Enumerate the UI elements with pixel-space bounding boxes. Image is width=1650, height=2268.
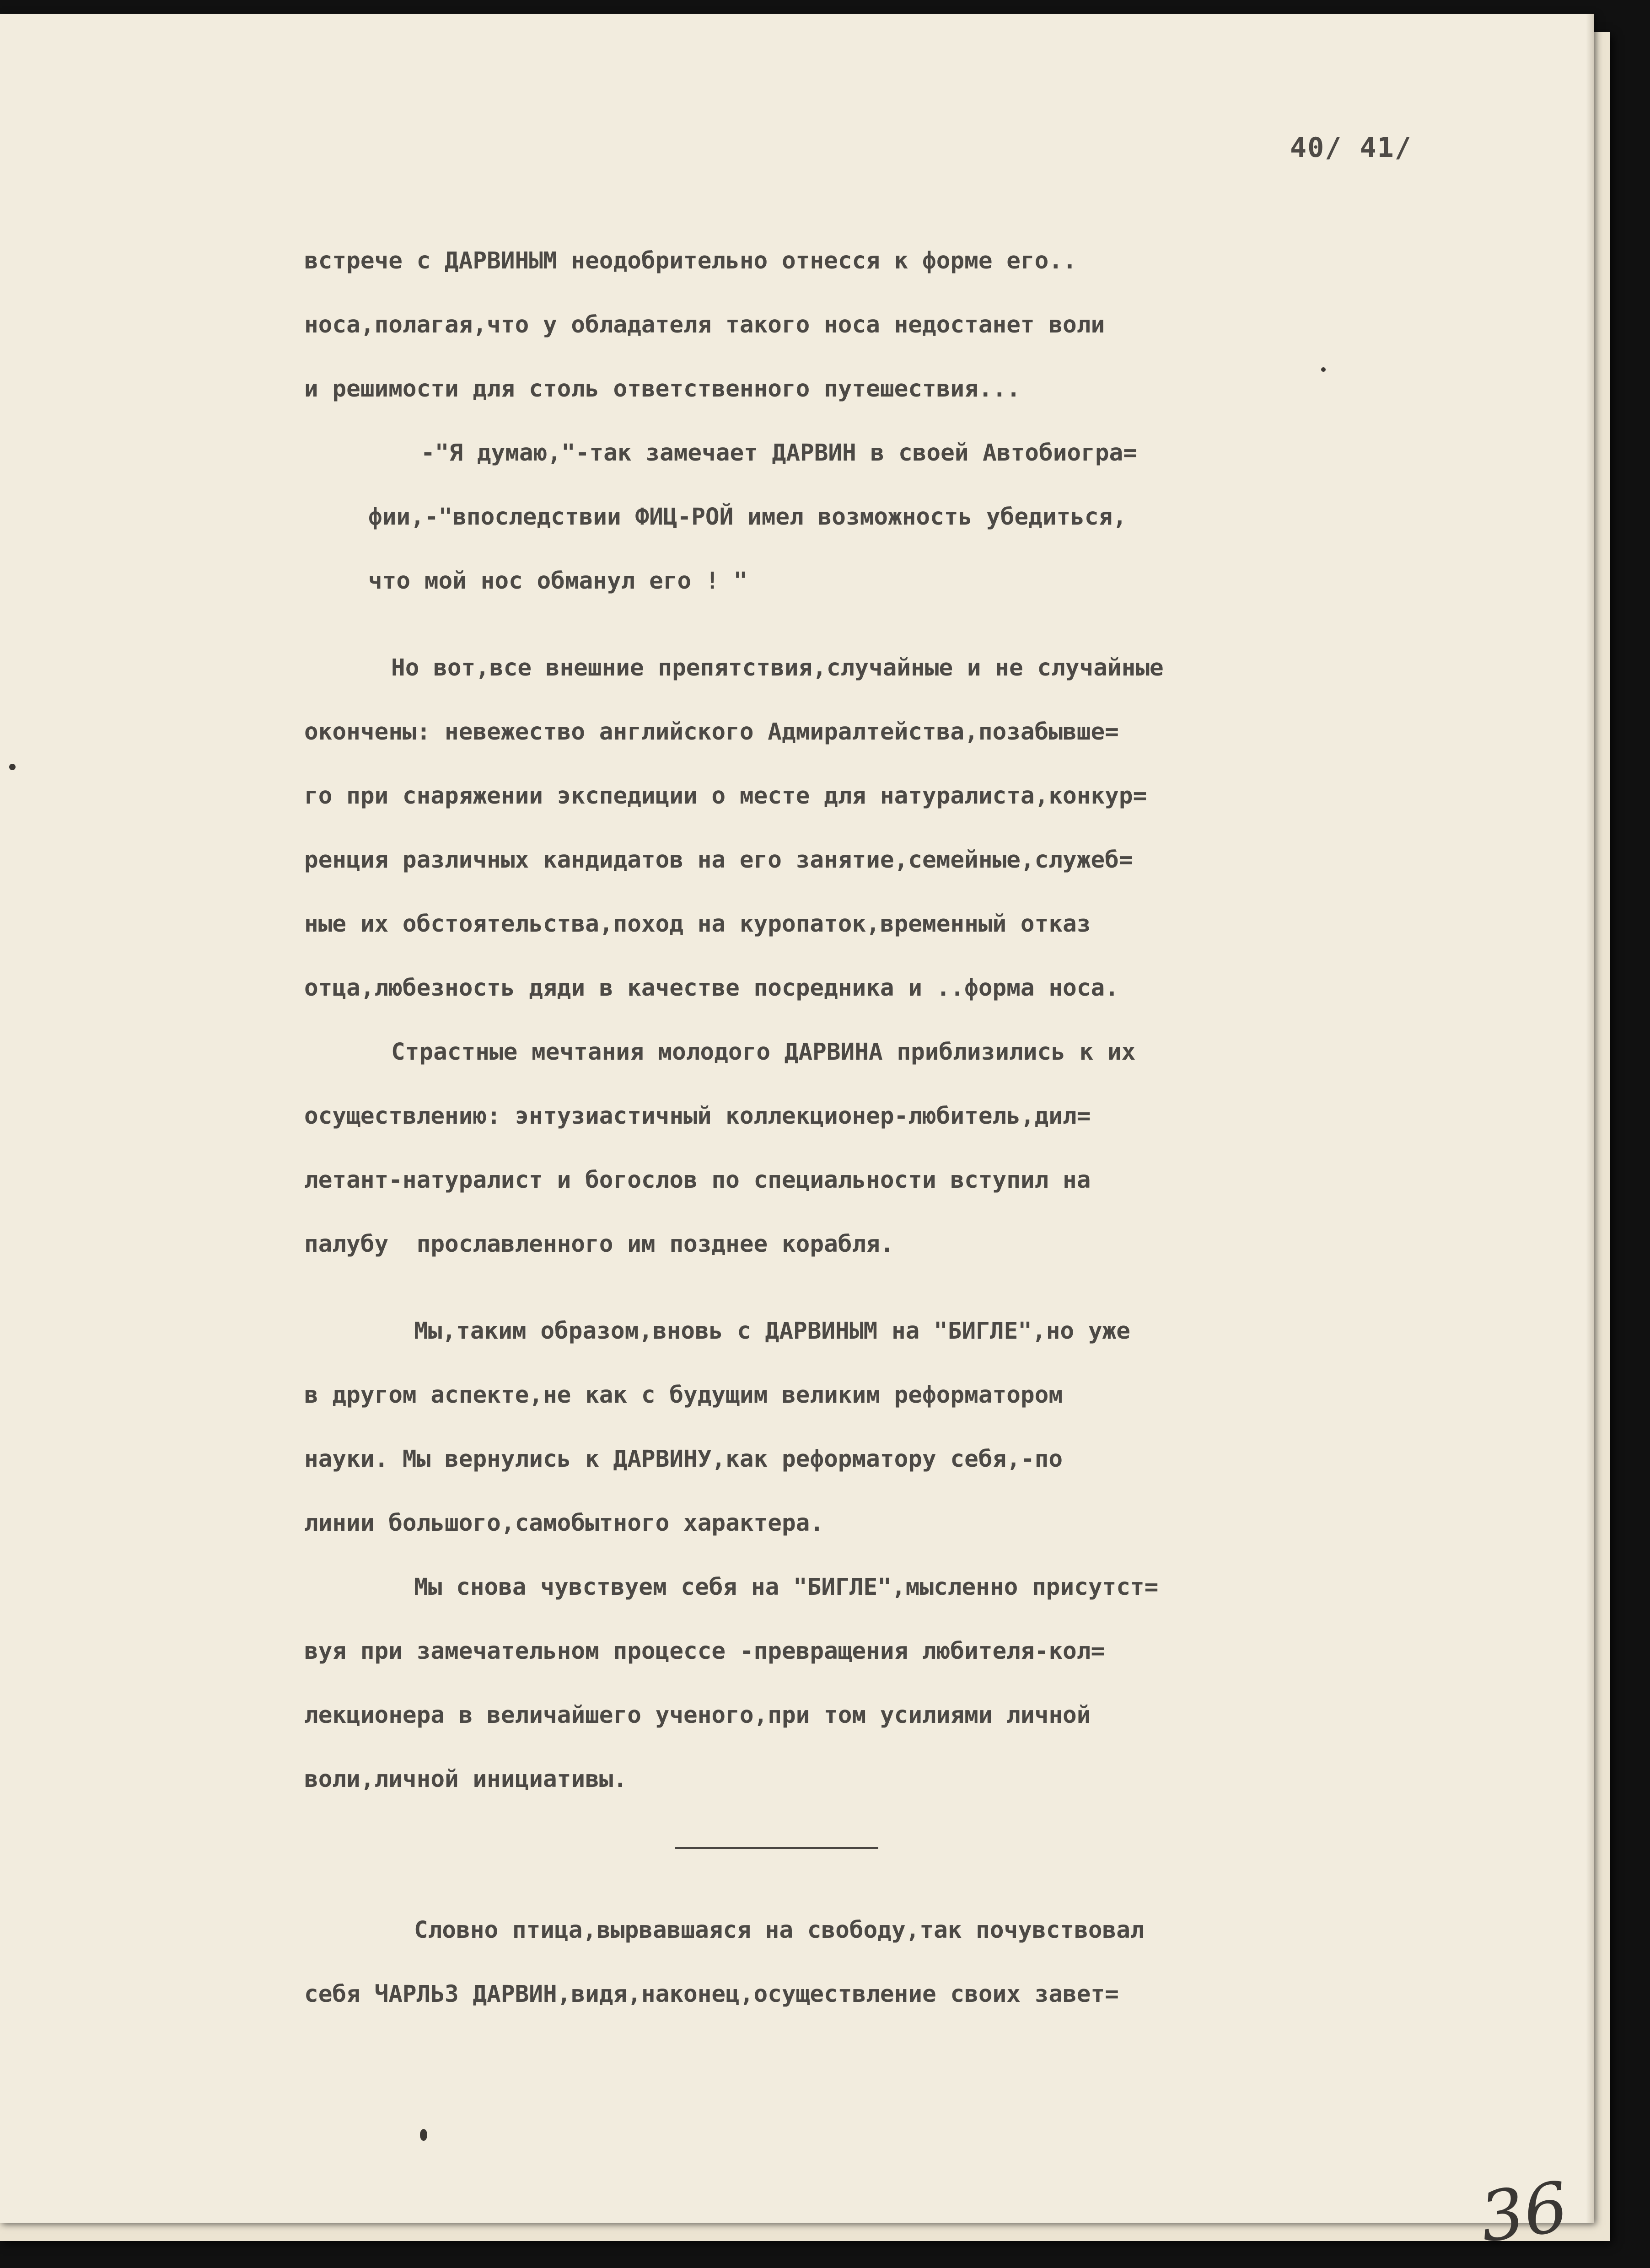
text-line: Мы снова чувствуем себя на "БИГЛЕ",мысленно присутст= <box>414 1574 1159 1601</box>
ink-mark <box>1321 367 1326 372</box>
text-line: Страстные мечтания молодого ДАРВИНА приблизились к их <box>391 1039 1136 1066</box>
text-line: встрече с ДАРВИНЫМ неодобрительно отнесся к форме его.. <box>304 247 1077 274</box>
handwritten-folio-number: 36 <box>1475 2167 1573 2258</box>
text-line: ренция различных кандидатов на его занятие,семейные,служеб= <box>304 847 1133 874</box>
text-line: науки. Мы вернулись к ДАРВИНУ,как реформатору себя,-по <box>304 1446 1063 1473</box>
text-line: вуя при замечательном процессе -превращения любителя-кол= <box>304 1638 1105 1665</box>
text-line: в другом аспекте,не как с будущим великим реформатором <box>304 1382 1063 1409</box>
text-line: летант-натуралист и богослов по специальности вступил на <box>304 1167 1091 1194</box>
text-line: лекционера в величайшего ученого,при том усилиями личной <box>304 1702 1091 1729</box>
text-line: носа,полагая,что у обладателя такого носа недостанет воли <box>304 311 1105 338</box>
text-line: окончены: невежество английского Адмиралтейства,позабывше= <box>304 718 1119 745</box>
text-line: палубу прославленного им позднее корабля. <box>304 1231 894 1258</box>
text-line: ные их обстоятельства,поход на куропаток,временный отказ <box>304 911 1091 938</box>
text-line: осуществлению: энтузиастичный коллекционер-любитель,дил= <box>304 1103 1091 1130</box>
typewritten-page <box>0 14 1594 2258</box>
ink-mark <box>420 2129 427 2141</box>
text-line: воли,личной инициативы. <box>304 1766 628 1793</box>
section-divider <box>675 1847 878 1849</box>
text-line: го при снаряжении экспедиции о месте для натуралиста,конкур= <box>304 783 1147 810</box>
text-line: линии большого,самобытного характера. <box>304 1510 824 1537</box>
text-line: что мой нос обманул его ! " <box>368 568 748 595</box>
text-line: себя ЧАРЛЬЗ ДАРВИН,видя,наконец,осуществление своих завет= <box>304 1981 1119 2008</box>
text-line: -"Я думаю,"-так замечает ДАРВИН в своей Автобиогра= <box>421 440 1137 466</box>
ink-mark <box>9 764 16 770</box>
text-line: отца,любезность дяди в качестве посредника и ..форма носа. <box>304 975 1119 1002</box>
text-line: Словно птица,вырвавшаяся на свободу,так почувствовал <box>414 1917 1145 1944</box>
text-line: Мы,таким образом,вновь с ДАРВИНЫМ на "БИГЛЕ",но уже <box>414 1318 1130 1345</box>
page-number: 40/ 41/ <box>1290 132 1412 164</box>
text-line: фии,-"впоследствии ФИЦ-РОЙ имел возможность убедиться, <box>368 504 1127 531</box>
text-line: Но вот,все внешние препятствия,случайные и не случайные <box>391 654 1164 681</box>
text-line: и решимости для столь ответственного путешествия... <box>304 375 1021 402</box>
